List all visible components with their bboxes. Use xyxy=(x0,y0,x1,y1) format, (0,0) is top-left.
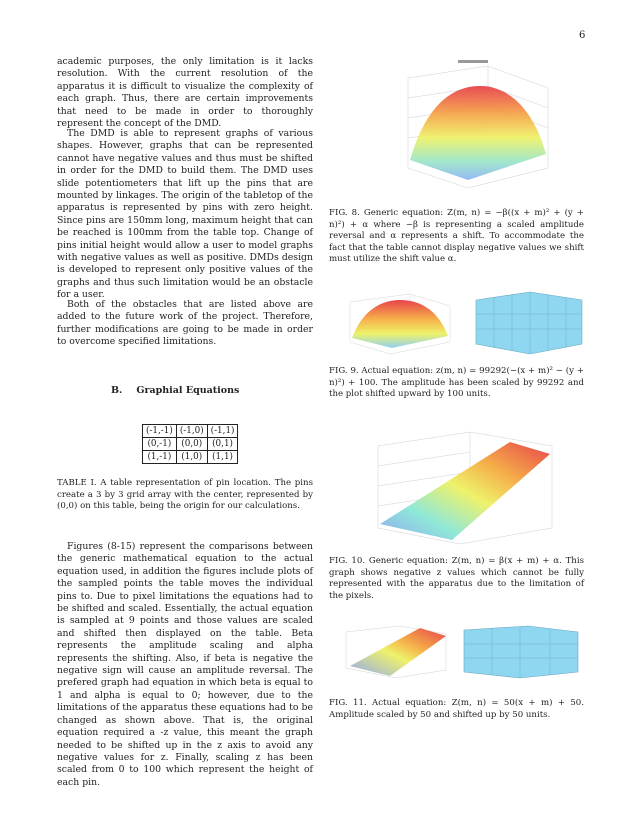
section-heading xyxy=(111,385,239,396)
section-title: Graphial Equations xyxy=(136,385,240,396)
table-cell: (0,1) xyxy=(207,438,238,451)
figure-9-surface-plot xyxy=(340,288,458,358)
page-number: 6 xyxy=(579,30,586,41)
table-cell: (-1,0) xyxy=(176,425,207,438)
table-cell: (1,0) xyxy=(176,451,207,464)
body-paragraph: Both of the obstacles that are listed above are added to the future work of the project. Therefore, further modifications are going to be made in order to overcome specified limitations. xyxy=(57,299,313,348)
table-cell: (-1,-1) xyxy=(143,425,177,438)
body-paragraph: Figures (8-15) represent the comparisons between the generic mathematical equation to the actual equation used, in addition the figures include plots of the sampled points the table moves the individual pins to. Due to pixel limitations the equations had to be shifted and scaled. Essentially, the actual equation is sampled at 9 points and those values are scaled and shifted then displayed on the table. Beta represents the amplitude scaling and alpha represents the shifting. Also, if beta is negative the negative sign will cause an amplitude reversal. The prefered graph had equation in which beta is equal to 1 and alpha is equal to 0; however, due to the limitations of the apparatus these equations had to be changed as shown above. That is, the original equation required a -z value, this meant the graph needed to be shifted up in the z axis to avoid any negative values for z. Finally, scaling z has been scaled from 0 to 100 which represent the height of each pin. xyxy=(57,541,313,788)
table-row xyxy=(143,425,238,438)
table-cell: (1,-1) xyxy=(143,451,177,464)
figure-9-caption: FIG. 9. Actual equation: z(m, n) = 99292(−(x + m)² − (y + n)²) + 100. The amplitude has been scaled by 99292 and the plot shifted upward by 100 units. xyxy=(329,366,584,400)
figure-10-caption: FIG. 10. Generic equation: Z(m, n) = β(x + m) + α. This graph shows negative z values which cannot be fully represented with the apparatus due to the limitation of the pixels. xyxy=(329,556,584,601)
section-letter: B. xyxy=(111,385,123,396)
table-row xyxy=(143,438,238,451)
figure-11-caption: FIG. 11. Actual equation: Z(m, n) = 50(x + m) + 50. Amplitude scaled by 50 and shifted up by 50 units. xyxy=(329,698,584,720)
figure-8-plot xyxy=(388,58,558,198)
figure-11-surface-plot xyxy=(340,622,452,682)
figure-9-pin-plot xyxy=(470,288,588,358)
figure-11-pin-plot xyxy=(458,622,584,682)
table-caption: TABLE I. A table representation of pin location. The pins create a 3 by 3 grid array with the center, represented by (0,0) on this table, being the origin for our calculations. xyxy=(57,478,313,512)
body-paragraph: The DMD is able to represent graphs of various shapes. However, graphs that can be represented cannot have negative values and thus must be shifted in order for the DMD to build them. The DMD uses slide potentiometers that lift up the pins that are mounted by linkages. The origin of the tabletop of the apparatus is represented by pins with zero height. Since pins are 150mm long, maximum height that can be reached is 100mm from the table top. Change of pins initial height would allow a user to model graphs with negative values as well as positive. DMDs design is developed to represent only positive values of the graphs and thus such limitation would be an obstacle for a user. xyxy=(57,128,313,301)
table-row xyxy=(143,451,238,464)
pin-location-table xyxy=(142,424,238,464)
figure-8-caption: FIG. 8. Generic equation: Z(m, n) = −β((x + m)² + (y + n)²) + α where −β is representing a scaled amplitude reversal and α represents a shift. To accommodate the fact that the table cannot display negative values we shift must utilize the shift value α. xyxy=(329,208,584,265)
body-paragraph: academic purposes, the only limitation is it lacks resolution. With the current resolution of the apparatus it is difficult to visualize the complexity of each graph. Thus, there are certain improvements that need to be made in order to thoroughly represent the concept of the DMD. xyxy=(57,56,313,130)
table-cell: (0,-1) xyxy=(143,438,177,451)
table-cell: (-1,1) xyxy=(207,425,238,438)
table-cell: (1,1) xyxy=(207,451,238,464)
table-cell: (0,0) xyxy=(176,438,207,451)
figure-10-plot xyxy=(360,428,560,548)
